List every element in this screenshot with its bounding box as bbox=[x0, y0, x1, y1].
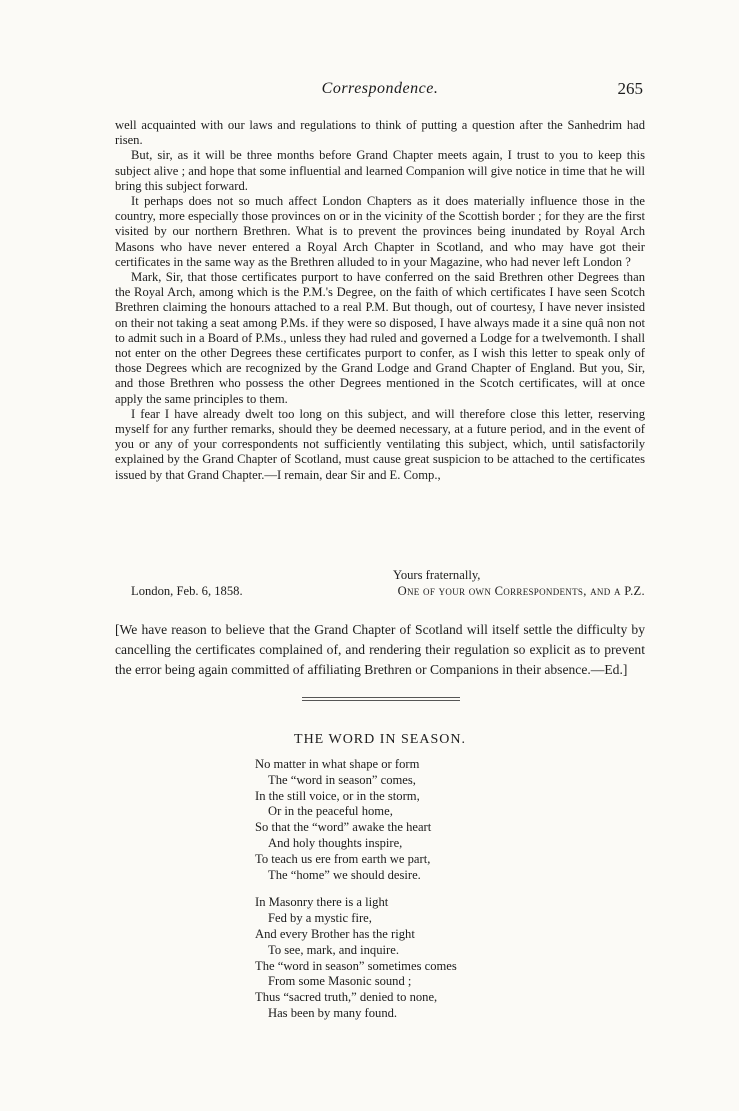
poem bbox=[255, 757, 575, 1034]
poem-line: The “word in season” sometimes comes bbox=[255, 958, 457, 973]
poem-line: To teach us ere from earth we part, bbox=[255, 851, 431, 866]
poem-line: Thus “sacred truth,” denied to none, bbox=[255, 990, 438, 1005]
letter-body bbox=[115, 118, 645, 483]
poem-stanza bbox=[255, 757, 575, 883]
page-number: 265 bbox=[617, 79, 643, 98]
poem-title: THE WORD IN SEASON. bbox=[294, 732, 466, 747]
signature: One of your own Correspondents, and a P.Z. bbox=[397, 584, 645, 598]
closing-salutation: Yours fraternally, bbox=[393, 568, 481, 582]
poem-line: So that the “word” awake the heart bbox=[255, 820, 432, 835]
section-divider bbox=[302, 697, 460, 702]
poem-line: And holy thoughts inspire, bbox=[268, 835, 403, 850]
page-header bbox=[115, 80, 645, 102]
letter-paragraph: It perhaps does not so much affect London Chapters as it does materially influence those in the country, more especially those provinces on or in the vicinity of the Scottish border ; for they are the first visited by our northern Brethren. What is to prevent the provinces being inundated by Royal Arch Masons who have never entered a Royal Arch Chapter in Scotland, and who may have got their certificates in the same way as the Brethren alluded to in your Magazine, who had never left London ? bbox=[115, 194, 645, 269]
editor-note bbox=[115, 620, 645, 680]
poem-line: In Masonry there is a light bbox=[255, 895, 389, 910]
poem-line: To see, mark, and inquire. bbox=[268, 942, 399, 957]
letter-paragraph: But, sir, as it will be three months before Grand Chapter meets again, I trust to you to keep this subject alive ; and hope that some influential and learned Companion will give notice in time that he will bring this subject forward. bbox=[115, 148, 645, 193]
poem-line: In the still voice, or in the storm, bbox=[255, 788, 420, 803]
running-title: Correspondence. bbox=[321, 80, 439, 97]
poem-line: Or in the peaceful home, bbox=[268, 804, 393, 819]
poem-line: The “home” we should desire. bbox=[268, 867, 421, 882]
letter-paragraph: well acquainted with our laws and regulations to think of putting a question after the Sanhedrim had risen. bbox=[115, 118, 645, 148]
poem-stanza bbox=[255, 895, 575, 1021]
poem-line: Fed by a mystic fire, bbox=[268, 911, 372, 926]
place-date: London, Feb. 6, 1858. bbox=[131, 584, 243, 598]
letter-paragraph: Mark, Sir, that those certificates purport to have conferred on the said Brethren other Degrees than the Royal Arch, among which is the P.M.'s Degree, on the faith of which certificates I have seen Scotch Brethren claiming the honours attached to a real P.M. But though, out of courtesy, I have never insisted on their not taking a seat among P.Ms. if they were so disposed, I have always made it a sine quâ non not to admit such in a Board of P.Ms., unless they had ruled and governed a Lodge for a twelvemonth. I shall not enter on the other Degrees these certificates purport to confer, as I wish this letter to speak only of those Degrees which are recognized by the Grand Lodge and Grand Chapter of England. But you, Sir, and those Brethren who possess the other Degrees mentioned in the Scotch certificates, will at once apply the same principles to them. bbox=[115, 270, 645, 406]
poem-line: The “word in season” comes, bbox=[268, 772, 416, 787]
poem-line: Has been by many found. bbox=[268, 1005, 398, 1020]
poem-line: No matter in what shape or form bbox=[255, 757, 420, 771]
poem-line: And every Brother has the right bbox=[255, 926, 415, 941]
editor-note-text: [We have reason to believe that the Grand Chapter of Scotland will itself settle the difficulty by cancelling the certificates complained of, and rendering their regulation so explicit as to prevent the error being again committed of affiliating Brethren or Companions in their absence.—Ed.] bbox=[115, 622, 645, 677]
poem-line: From some Masonic sound ; bbox=[268, 974, 412, 989]
letter-paragraph: I fear I have already dwelt too long on this subject, and will therefore close this letter, reserving myself for any further remarks, should they be deemed necessary, at a future period, and in the event of you or any of your correspondents not sufficiently ventilating this subject, which, until satisfactorily explained by the Grand Chapter of Scotland, must cause great suspicion to be attached to the certificates issued by that Grand Chapter.—I remain, dear Sir and E. Comp., bbox=[115, 406, 645, 482]
